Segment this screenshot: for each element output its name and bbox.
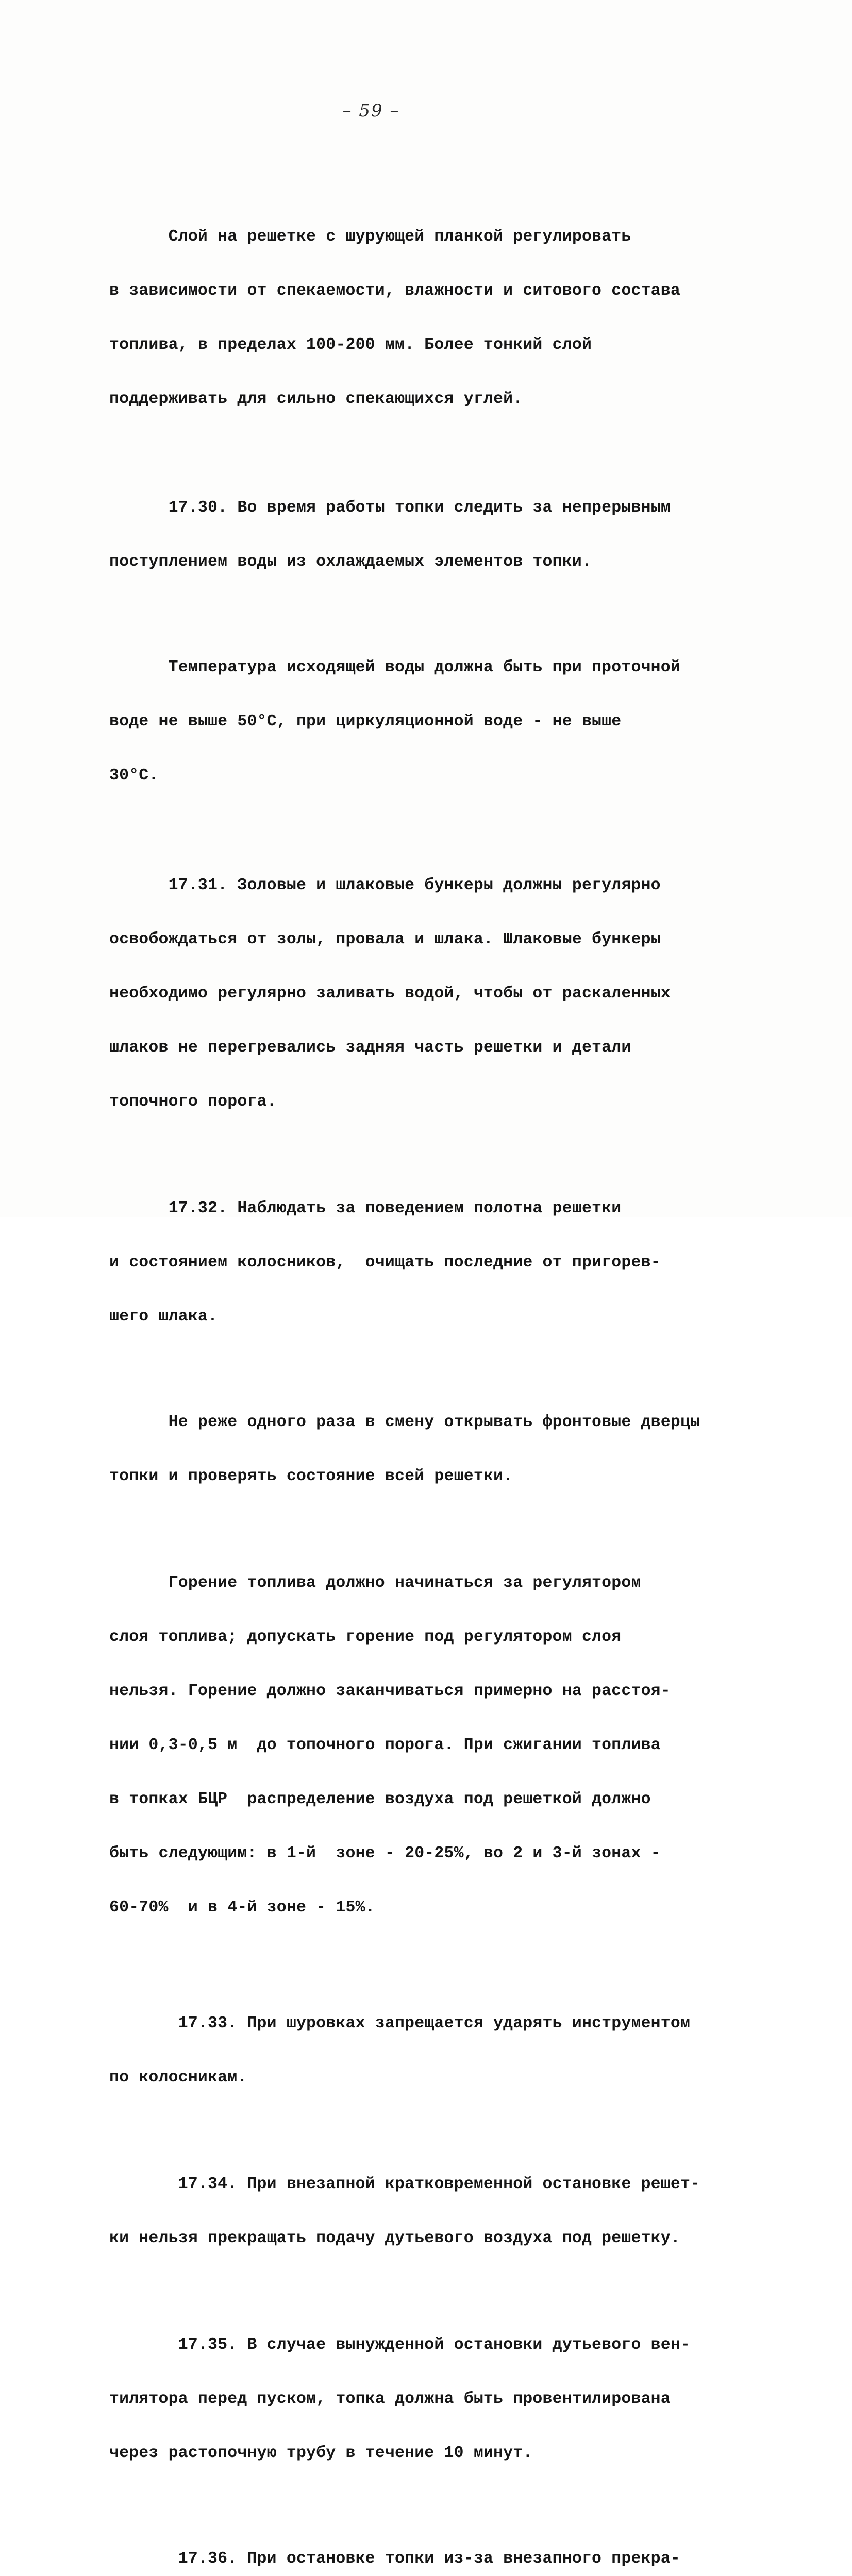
text-line: топочного порога. xyxy=(109,1093,277,1111)
body-text xyxy=(109,192,748,2576)
paragraph-layer-thickness xyxy=(109,192,748,444)
text-line: 17.33. При шуровках запрещается ударять инструментом xyxy=(109,2014,691,2032)
text-line: по колосникам. xyxy=(109,2069,247,2087)
paragraph-front-doors xyxy=(109,1377,748,1521)
text-line: в топках БЦР распределение воздуха под решеткой должно xyxy=(109,1790,651,1808)
text-line: 60-70% и в 4-й зоне - 15%. xyxy=(109,1899,375,1917)
text-line: нии 0,3-0,5 м до топочного порога. При сжигании топлива xyxy=(109,1736,661,1754)
paragraph-17-31 xyxy=(109,840,748,1147)
text-line: 17.32. Наблюдать за поведением полотна решетки xyxy=(109,1199,622,1217)
text-line: 17.30. Во время работы топки следить за непрерывным xyxy=(109,499,671,517)
text-line: шего шлака. xyxy=(109,1308,218,1326)
paragraph-combustion xyxy=(109,1538,748,1953)
text-line: нельзя. Горение должно заканчиваться примерно на расстоя- xyxy=(109,1682,671,1700)
text-line: поддерживать для сильно спекающихся углей. xyxy=(109,390,523,408)
text-line: необходимо регулярно заливать водой, чтобы от раскаленных xyxy=(109,985,671,1003)
page-number: – 59 – xyxy=(342,100,400,121)
text-line: топки и проверять состояние всей решетки. xyxy=(109,1467,513,1485)
text-line: тилятора перед пуском, топка должна быть провентилирована xyxy=(109,2390,671,2408)
text-line: поступлением воды из охлаждаемых элементов топки. xyxy=(109,553,592,571)
paragraph-17-35 xyxy=(109,2300,748,2498)
text-line: быть следующим: в 1-й зоне - 20-25%, во 2 и 3-й зонах - xyxy=(109,1844,661,1862)
text-line: слоя топлива; допускать горение под регулятором слоя xyxy=(109,1628,622,1646)
paragraph-water-temperature xyxy=(109,622,748,821)
paragraph-17-34 xyxy=(109,2139,748,2283)
text-line: 17.34. При внезапной кратковременной остановке решет- xyxy=(109,2175,700,2193)
text-line: Не реже одного раза в смену открывать фронтовые дверцы xyxy=(109,1413,700,1431)
text-line: 17.36. При остановке топки из-за внезапного прекра- xyxy=(109,2550,680,2568)
text-line: 30°С. xyxy=(109,767,159,785)
text-line: воде не выше 50°С, при циркуляционной воде - не выше xyxy=(109,713,622,731)
text-line: Слой на решетке с шурующей планкой регулировать xyxy=(109,228,631,246)
text-line: в зависимости от спекаемости, влажности и ситового состава xyxy=(109,282,680,300)
text-line: шлаков не перегревались задняя часть решетки и детали xyxy=(109,1039,631,1057)
text-line: 17.35. В случае вынужденной остановки дутьевого вен- xyxy=(109,2336,691,2354)
text-line: освобождаться от золы, провала и шлака. Шлаковые бункеры xyxy=(109,930,661,948)
paragraph-17-36 xyxy=(109,2514,748,2576)
paragraph-17-33 xyxy=(109,1978,748,2123)
text-line: Горение топлива должно начинаться за регулятором xyxy=(109,1574,641,1592)
text-line: топлива, в пределах 100-200 мм. Более тонкий слой xyxy=(109,336,592,354)
text-line: ки нельзя прекращать подачу дутьевого воздуха под решетку. xyxy=(109,2229,680,2247)
paragraph-17-32 xyxy=(109,1163,748,1362)
text-line: Температура исходящей воды должна быть при проточной xyxy=(109,658,680,676)
text-line: 17.31. Золовые и шлаковые бункеры должны регулярно xyxy=(109,876,661,894)
text-line: через растопочную трубу в течение 10 минут. xyxy=(109,2444,533,2462)
text-line: и состоянием колосников, очищать последние от пригорев- xyxy=(109,1253,661,1272)
paragraph-17-30 xyxy=(109,463,748,607)
